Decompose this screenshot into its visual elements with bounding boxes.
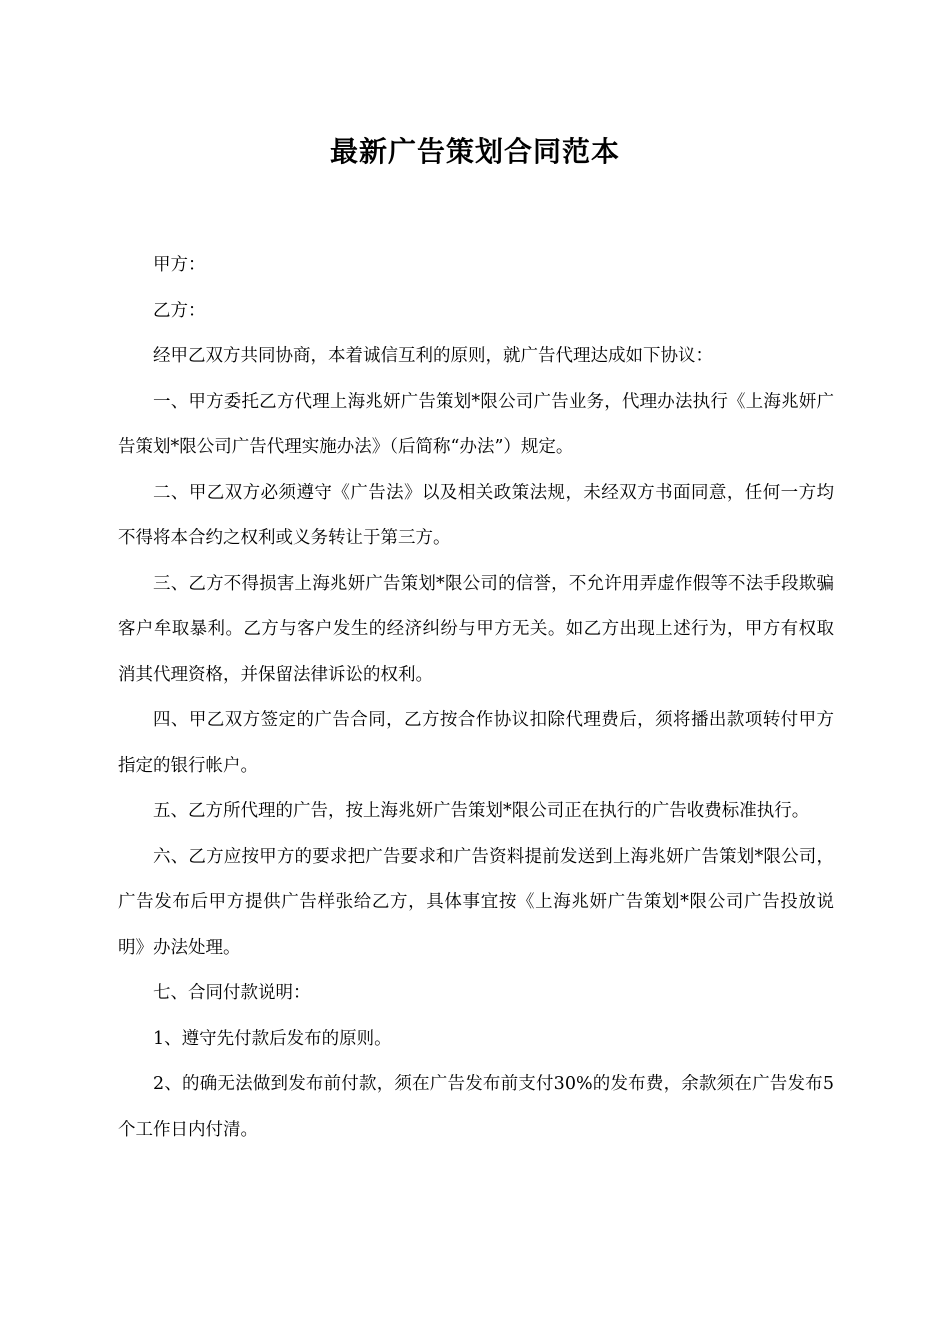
payment-item-1: 1、遵守先付款后发布的原则。 (153, 1028, 392, 1049)
party-a-line: 甲方： (153, 255, 206, 275)
clause-3-paragraph: 三、乙方不得损害上海兆妍广告策划*限公司的信誉，不允许用弄虚作假等不法手段欺骗客户牟取暴利。乙方与客户发生的经济纠纷与甲方无关。如乙方出现上述行为，甲方有权取消其代理资格，并保留法律诉讼的权利。 (118, 573, 834, 685)
clause-7-heading: 七、合同付款说明： (153, 983, 311, 1003)
document-body (118, 243, 834, 1153)
clause-4-paragraph: 四、甲乙双方签定的广告合同，乙方按合作协议扣除代理费后，须将播出款项转付甲方指定的银行帐户。 (118, 710, 834, 776)
document-title: 最新广告策划合同范本 (329, 135, 620, 168)
clause-6-paragraph: 六、乙方应按甲方的要求把广告要求和广告资料提前发送到上海兆妍广告策划*限公司，广告发布后甲方提供广告样张给乙方，具体事宜按《上海兆妍广告策划*限公司广告投放说明》办法处理。 (118, 846, 834, 958)
clause-5-paragraph: 五、乙方所代理的广告，按上海兆妍广告策划*限公司正在执行的广告收费标准执行。 (153, 801, 810, 821)
party-b-line: 乙方： (153, 300, 206, 321)
clause-1-paragraph: 一、甲方委托乙方代理上海兆妍广告策划*限公司广告业务，代理办法执行《上海兆妍广告策划*限公司广告代理实施办法》（后简称“办法”）规定。 (118, 391, 834, 457)
preamble-paragraph: 经甲乙双方共同协商，本着诚信互利的原则，就广告代理达成如下协议： (153, 346, 713, 366)
clause-2-paragraph: 二、甲乙双方必须遵守《广告法》以及相关政策法规，未经双方书面同意，任何一方均不得将本合约之权利或义务转让于第三方。 (118, 482, 834, 548)
payment-item-2: 2、的确无法做到发布前付款，须在广告发布前支付30%的发布费，余款须在广告发布5个工作日内付清。 (118, 1074, 834, 1140)
